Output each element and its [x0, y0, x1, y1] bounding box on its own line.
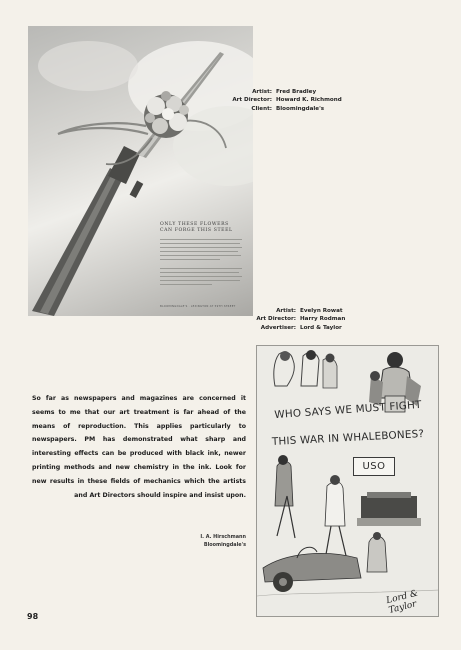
ad1-footer: BLOOMINGDALE'S · LEXINGTON AT 59TH STREET — [160, 305, 236, 308]
lord-taylor-advertisement — [256, 345, 439, 617]
credit-label: Art Director: — [256, 316, 296, 323]
ad2-credits — [250, 307, 345, 332]
credit-value: Howard K. Richmond — [276, 97, 342, 104]
credit-value: Harry Rodman — [300, 316, 346, 323]
ad1-headline — [160, 222, 240, 234]
quote-paragraph: So far as newspapers and magazines are concerned it seems to me that our art treatment is far ahead of the means of reproduction. This applies particularly to newspapers. PM has demonstrated what sharp and interesting effects can be produced with black ink, newer printing methods and new chemistry in the ink. Look for new results in these fields of mechanics which the artists and Art Directors should inspire and insist upon. — [32, 395, 246, 499]
credit-row — [250, 307, 345, 315]
ad1-headline-line1: ONLY THESE FLOWERS — [160, 222, 229, 227]
credit-row — [250, 315, 345, 323]
ad1-headline-line2: CAN FORGE THIS STEEL — [160, 228, 233, 233]
credit-row — [226, 105, 342, 113]
credit-row — [250, 324, 345, 332]
lord-taylor-signature: Lord & Taylor — [385, 588, 420, 616]
credit-value: Evelyn Rowat — [300, 308, 343, 314]
credit-value: Fred Bradley — [276, 89, 317, 95]
uso-sign: USO — [353, 457, 395, 476]
quote-attribution — [150, 533, 246, 549]
credit-row — [226, 88, 342, 96]
whalebones-illustration — [257, 346, 439, 617]
credit-label: Advertiser: — [260, 324, 296, 331]
credit-label: Art Director: — [232, 97, 272, 104]
credit-value: Bloomingdale's — [276, 105, 325, 112]
credit-label: Artist: — [252, 89, 272, 95]
ad1-body-copy — [160, 239, 242, 288]
ad2-headline-line1: WHO SAYS WE MUST FIGHT — [273, 398, 422, 422]
page-number: 98 — [27, 612, 39, 621]
ad1-credits — [226, 88, 342, 113]
quote-author: I. A. Hirschmann — [200, 534, 246, 540]
bloomingdales-advertisement — [28, 26, 253, 316]
quote-company: Bloomingdale's — [203, 542, 246, 548]
credit-label: Artist: — [276, 308, 296, 314]
credit-label: Client: — [251, 105, 272, 112]
credit-value: Lord & Taylor — [300, 324, 342, 331]
ad2-headline-line2: THIS WAR IN WHALEBONES? — [271, 428, 425, 448]
credit-row — [226, 96, 342, 104]
